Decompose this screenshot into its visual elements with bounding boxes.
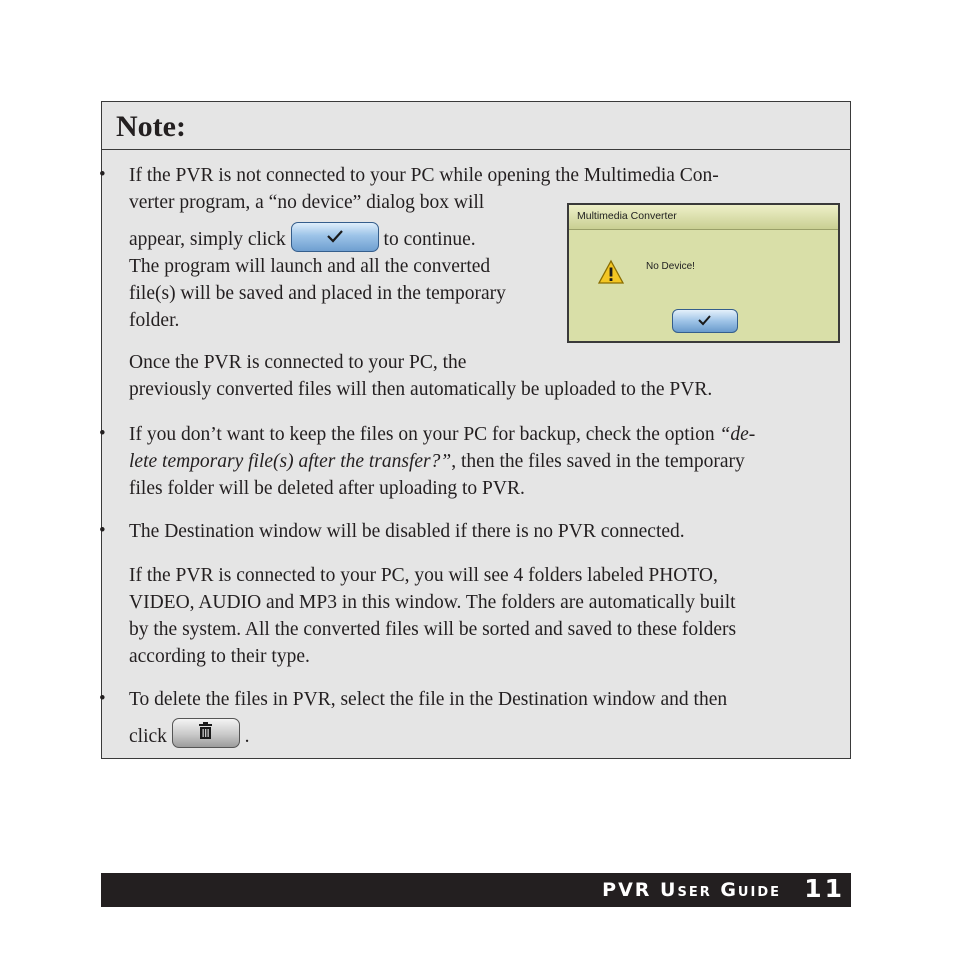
checkmark-icon — [673, 310, 736, 331]
bullet-3-para-2-line-4: according to their type. — [129, 646, 310, 667]
dialog-title-bar — [569, 205, 838, 230]
bullet-marker: • — [99, 423, 106, 444]
checkmark-icon — [292, 223, 377, 250]
bullet-1-para-2-line-1: Once the PVR is connected to your PC, the — [129, 352, 467, 373]
bullet-4-line-2-start: click — [129, 726, 167, 747]
inline-ok-button — [291, 222, 379, 252]
bullet-2-line-2-text: , then the files saved in the temporary — [451, 451, 745, 472]
bullet-1-line-3-start: appear, simply click — [129, 229, 286, 250]
inline-delete-button — [172, 718, 240, 748]
no-device-dialog — [567, 203, 840, 343]
warning-icon — [597, 259, 625, 285]
bullet-4-line-2-end: . — [244, 726, 250, 747]
bullet-4-line-2 — [129, 723, 250, 750]
bullet-2-line-2 — [129, 448, 745, 475]
bullet-2-line-3: files folder will be deleted after uploading to PVR. — [129, 478, 525, 499]
bullet-3-line-1: The Destination window will be disabled if there is no PVR connected. — [129, 521, 685, 542]
bullet-4-line-1: To delete the files in PVR, select the file in the Destination window and then — [129, 689, 728, 710]
bullet-2-line-1-text: If you don’t want to keep the files on your PC for backup, check the option — [129, 424, 715, 445]
bullet-1-line-2: verter program, a “no device” dialog box will — [129, 192, 485, 213]
bullet-marker: • — [99, 520, 106, 541]
bullet-marker: • — [99, 164, 106, 185]
bullet-3-para-2-line-3: by the system. All the converted files will be sorted and saved to these folders — [129, 619, 737, 640]
note-title: Note: — [116, 110, 186, 143]
footer-title: PVR User Guide — [602, 879, 781, 901]
bullet-2-line-1 — [129, 421, 755, 448]
page-number: 11 — [804, 874, 845, 903]
bullet-2-option-start: “de- — [719, 424, 756, 445]
bullet-1-line-3 — [129, 226, 476, 253]
dialog-ok-button[interactable] — [672, 309, 738, 333]
footer-bar — [101, 873, 851, 907]
bullet-1-line-4: The program will launch and all the converted — [129, 256, 491, 277]
bullet-1-para-2-line-2: previously converted files will then automatically be uploaded to the PVR. — [129, 379, 713, 400]
bullet-1-line-3-end: to continue. — [383, 229, 476, 250]
bullet-2-option-end: lete temporary file(s) after the transfer?” — [129, 451, 452, 472]
bullet-1-line-1: If the PVR is not connected to your PC while opening the Multimedia Con- — [129, 165, 719, 186]
trash-icon — [173, 719, 238, 746]
bullet-marker: • — [99, 688, 106, 709]
bullet-1-line-5: file(s) will be saved and placed in the temporary — [129, 283, 506, 304]
dialog-title: Multimedia Converter — [577, 210, 677, 222]
bullet-1-line-6: folder. — [129, 310, 180, 331]
dialog-message: No Device! — [646, 261, 695, 272]
bullet-3-para-2-line-2: VIDEO, AUDIO and MP3 in this window. The folders are automatically built — [129, 592, 736, 613]
bullet-3-para-2-line-1: If the PVR is connected to your PC, you will see 4 folders labeled PHOTO, — [129, 565, 718, 586]
note-header — [102, 102, 850, 150]
